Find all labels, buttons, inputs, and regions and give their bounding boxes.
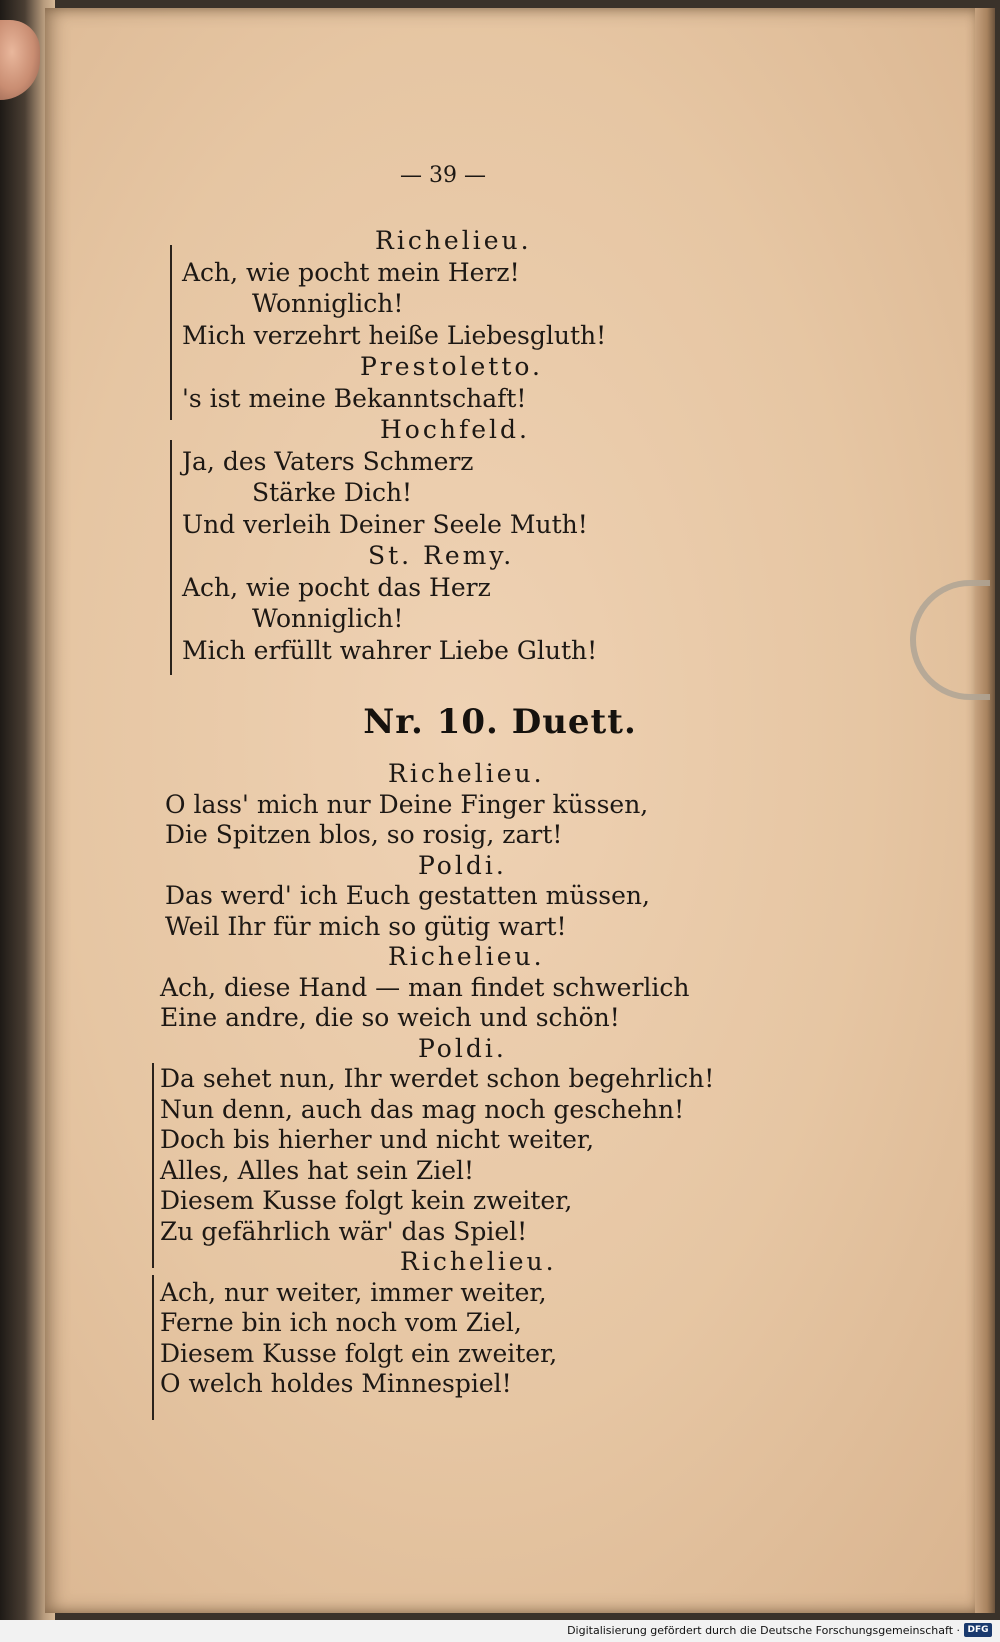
verse-line: Ach, nur weiter, immer weiter, xyxy=(160,1277,547,1307)
footer-credit: Digitalisierung gefördert durch die Deutsche Forschungsgemeinschaft · xyxy=(567,1624,960,1637)
verse-line: Diesem Kusse folgt ein zweiter, xyxy=(160,1338,558,1368)
verse-line: Stärke Dich! xyxy=(252,478,413,507)
verse-line: Ach, wie pocht das Herz xyxy=(182,572,491,602)
verse-line: Weil Ihr für mich so gütig wart! xyxy=(165,911,567,941)
verse-line: Mich erfüllt wahrer Liebe Gluth! xyxy=(182,635,598,665)
brace-bracket xyxy=(170,245,180,420)
verse-line: Und verleih Deiner Seele Muth! xyxy=(182,509,588,539)
verse-line: Doch bis hierher und nicht weiter, xyxy=(160,1125,595,1154)
brace-bracket xyxy=(152,1063,162,1268)
section-heading: Nr. 10. Duett. xyxy=(363,702,637,742)
speaker-name: Poldi. xyxy=(418,1033,507,1063)
speaker-name: Hochfeld. xyxy=(380,415,530,444)
verse-line: Nun denn, auch das mag noch geschehn! xyxy=(160,1094,685,1124)
speaker-name: Richelieu. xyxy=(388,759,545,788)
brace-bracket xyxy=(170,440,180,675)
speaker-name: Prestoletto. xyxy=(360,352,543,381)
dfg-logo: DFG xyxy=(964,1623,992,1637)
verse-line: O lass' mich nur Deine Finger küssen, xyxy=(165,789,649,819)
speaker-name: Richelieu. xyxy=(388,942,545,971)
verse-line: 's ist meine Bekanntschaft! xyxy=(182,383,527,413)
verse-line: Zu gefährlich wär' das Spiel! xyxy=(160,1216,528,1246)
page-number: — 39 — xyxy=(400,163,486,188)
speaker-name: St. Remy. xyxy=(368,541,515,570)
verse-line: Das werd' ich Euch gestatten müssen, xyxy=(165,881,650,910)
speaker-name: Richelieu. xyxy=(400,1247,557,1276)
verse-line: Eine andre, die so weich und schön! xyxy=(160,1003,620,1032)
speaker-name: Richelieu. xyxy=(375,226,532,255)
verse-line: Diesem Kusse folgt kein zweiter, xyxy=(160,1186,573,1215)
verse-line: Ach, wie pocht mein Herz! xyxy=(182,257,520,287)
verse-line: Ja, des Vaters Schmerz xyxy=(182,446,474,476)
verse-line: Wonniglich! xyxy=(252,289,404,318)
verse-line: Alles, Alles hat sein Ziel! xyxy=(160,1155,475,1185)
verse-line: O welch holdes Minnespiel! xyxy=(160,1369,512,1398)
verse-line: Die Spitzen blos, so rosig, zart! xyxy=(165,820,563,849)
verse-line: Ferne bin ich noch vom Ziel, xyxy=(160,1308,522,1337)
verse-line: Wonniglich! xyxy=(252,604,404,633)
brace-bracket xyxy=(152,1275,162,1420)
verse-line: Mich verzehrt heiße Liebesgluth! xyxy=(182,320,607,350)
speaker-name: Poldi. xyxy=(418,850,507,880)
verse-line: Da sehet nun, Ihr werdet schon begehrlich! xyxy=(160,1064,715,1093)
verse-line: Ach, diese Hand — man findet schwerlich xyxy=(160,972,690,1002)
page-right-edge xyxy=(975,8,995,1613)
